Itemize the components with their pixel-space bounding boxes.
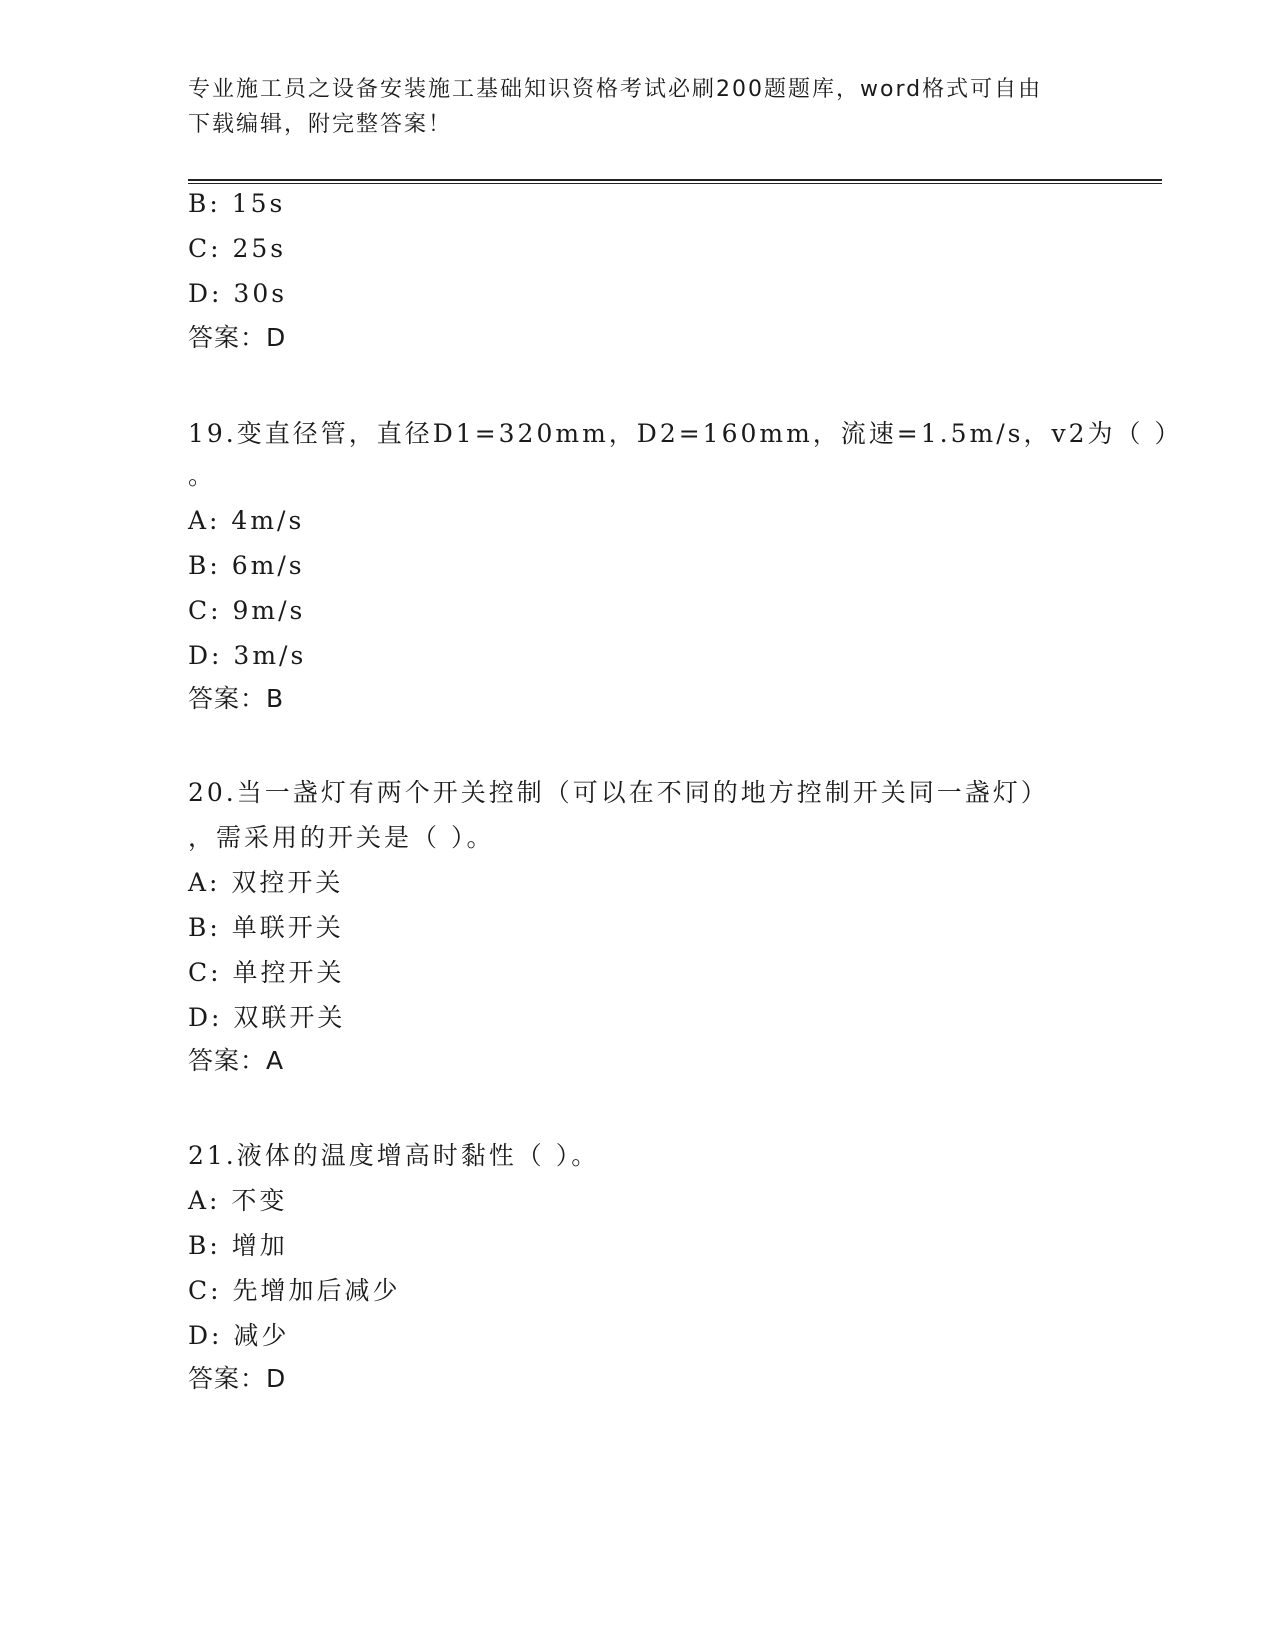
- q19-option-b: B: 6m/s: [188, 551, 305, 580]
- q21-option-c: C: 先增加后减少: [188, 1276, 401, 1305]
- q20-option-c: C: 单控开关: [188, 958, 345, 987]
- q19-answer: 答案：B: [188, 684, 285, 713]
- document-header: [188, 72, 1068, 142]
- prev-question-answer: 答案：D: [188, 323, 287, 352]
- prev-question-option-b: B: 15s: [188, 189, 286, 218]
- q21-option-d: D: 减少: [188, 1321, 290, 1350]
- header-title-line-1: 专业施工员之设备安装施工基础知识资格考试必刷200题题库，word格式可自由: [188, 77, 1043, 102]
- q20-stem-line-1: 20.当一盏灯有两个开关控制（可以在不同的地方控制开关同一盏灯）: [188, 778, 1049, 807]
- q19-option-d: D: 3m/s: [188, 641, 307, 670]
- q21-stem-line-1: 21.液体的温度增高时黏性（ ）。: [188, 1141, 600, 1170]
- q19-stem-line-1: 19.变直径管，直径D1=320mm，D2=160mm，流速=1.5m/s，v2为（ ）: [188, 419, 1183, 448]
- q20-stem-line-2: ，需采用的开关是（ ）。: [188, 823, 495, 852]
- q20-option-a: A: 双控开关: [188, 868, 344, 897]
- q20-option-d: D: 双联开关: [188, 1003, 346, 1032]
- header-divider-thick: [188, 179, 1162, 181]
- q19-option-a: A: 4m/s: [188, 506, 305, 535]
- prev-question-option-d: D: 30s: [188, 279, 288, 308]
- q19-option-c: C: 9m/s: [188, 596, 306, 625]
- prev-question-option-c: C: 25s: [188, 234, 287, 263]
- header-divider-thin: [188, 183, 1162, 184]
- header-title-line-2: 下载编辑，附完整答案！: [188, 112, 453, 137]
- q21-answer: 答案：D: [188, 1364, 287, 1393]
- q20-option-b: B: 单联开关: [188, 913, 344, 942]
- q20-answer: 答案：A: [188, 1046, 285, 1075]
- q21-option-b: B: 增加: [188, 1231, 288, 1260]
- q21-option-a: A: 不变: [188, 1186, 288, 1215]
- q19-stem-line-2: 。: [188, 461, 217, 490]
